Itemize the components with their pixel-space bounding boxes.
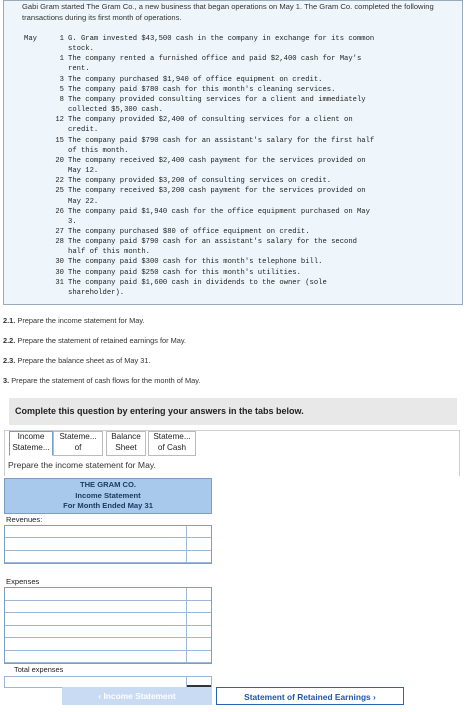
transaction-item [24,75,464,85]
instruction-bar: Complete this question by entering your answers in the tabs below. [9,398,457,425]
transaction-month [24,278,52,298]
expense-row [5,651,211,664]
transaction-text: G. Gram invested $43,500 cash in the company in exchange for its common stock. [68,35,375,54]
chevron-left-icon: ‹ [98,691,102,701]
transaction-item [24,176,464,186]
next-tab-button[interactable]: Statement of Retained Earnings › [216,687,404,705]
prev-tab-button[interactable]: ‹ Income Statement [62,687,212,705]
transaction-text: The company provided consulting services for a client and immediately collected $5,300 cash. [68,95,366,115]
transaction-text: The company paid $790 cash for an assistant's salary for the second half of this month. [68,238,357,257]
expense-row [5,588,211,601]
transaction-month [24,227,52,237]
amount-input[interactable] [187,538,211,550]
transaction-month [24,237,52,257]
tab-balance-sheet[interactable]: Balance Sheet [106,431,146,456]
total-amount-input[interactable] [187,677,211,687]
transaction-item [24,237,464,257]
company-name: THE GRAM CO. [79,480,137,489]
account-name-input[interactable] [5,526,187,538]
transaction-month: May [24,35,37,43]
statement-header [4,478,212,514]
transaction-month [24,268,52,278]
expense-row [5,626,211,639]
transaction-month [24,156,52,176]
transaction-month [24,186,52,206]
transaction-item [24,136,464,156]
account-name-input[interactable] [5,538,187,550]
transaction-item [24,186,464,206]
requirement-2-3: 2.3. Prepare the balance sheet as of May 31. [3,356,151,365]
transaction-item [24,268,464,278]
transaction-month [24,95,52,115]
account-name-input[interactable] [5,551,187,563]
income-statement-form [4,478,212,688]
expense-row [5,601,211,614]
spacer [4,564,212,576]
transaction-month [24,75,52,85]
problem-box [3,0,463,305]
transaction-month [24,54,52,74]
transaction-item [24,227,464,237]
expense-row [5,638,211,651]
tab-prompt: Prepare the income statement for May. [8,460,156,470]
transaction-month [24,136,52,156]
transaction-day: 5 [59,85,64,94]
amount-input[interactable] [187,588,211,600]
amount-input[interactable] [187,613,211,625]
transaction-text: The company paid $1,940 cash for the office equipment purchased on May 3. [68,207,370,226]
account-name-input[interactable] [5,613,187,625]
transaction-day: 26 [55,207,64,216]
expenses-label: Expenses [6,577,40,586]
transaction-text: The company provided $3,200 of consulting services on credit. [68,177,332,186]
amount-input[interactable] [187,651,211,663]
transaction-text: The company rented a furnished office and paid $2,400 cash for May's rent. [68,55,362,74]
transaction-day: 1 [59,35,64,43]
transaction-month [24,176,52,186]
expense-row [5,613,211,626]
requirement-3: 3. Prepare the statement of cash flows for the month of May. [3,376,201,385]
transaction-text: The company received $3,200 cash payment for the services provided on May 22. [68,187,366,206]
transaction-text: The company received $2,400 cash payment for the services provided on May 12. [68,156,366,176]
transaction-text: The company paid $300 cash for this month's telephone bill. [68,258,323,267]
statement-title: Income Statement [75,490,141,500]
transaction-day: 12 [55,116,64,125]
amount-input[interactable] [187,551,211,563]
tab-income-statement[interactable]: Income Stateme... [9,431,53,456]
account-name-input[interactable] [5,626,187,638]
transaction-day: 22 [55,177,64,186]
transaction-text: The company provided $2,400 of consulting services for a client on credit. [68,116,353,135]
revenues-label: Revenues: [6,514,43,524]
revenue-row [5,538,211,551]
transaction-month [24,115,52,135]
transaction-day: 15 [55,136,64,145]
transaction-text: The company purchased $80 of office equipment on credit. [68,227,310,236]
account-name-input[interactable] [5,651,187,663]
tab-statement-of-retained-earnings[interactable]: Stateme... of [53,431,103,456]
account-name-input[interactable] [5,638,187,650]
amount-input[interactable] [187,601,211,613]
transaction-day: 1 [59,55,64,64]
transaction-day: 25 [55,187,64,196]
transaction-text: The company purchased $1,940 of office equipment on credit. [68,75,323,84]
requirement-2-1: 2.1. Prepare the income statement for May. [3,316,145,325]
transaction-item [24,257,464,267]
transaction-item [24,34,464,54]
amount-input[interactable] [187,526,211,538]
transaction-day: 30 [55,258,64,267]
statement-period: For Month Ended May 31 [63,501,153,510]
transaction-item [24,85,464,95]
transaction-text: The company paid $1,600 cash in dividends to the owner (sole shareholder). [68,278,327,297]
transaction-day: 31 [55,278,64,287]
amount-input[interactable] [187,626,211,638]
total-label-input[interactable] [5,677,187,687]
revenue-row [5,526,211,539]
transaction-month [24,85,52,95]
revenue-rows [4,525,212,565]
transaction-item [24,278,464,298]
transaction-day: 28 [55,238,64,247]
transaction-day: 8 [59,95,64,104]
transaction-item [24,115,464,135]
transaction-month [24,257,52,267]
chevron-right-icon: › [373,692,376,702]
transaction-item [24,95,464,115]
transaction-day: 3 [59,75,64,84]
account-name-input[interactable] [5,588,187,600]
account-name-input[interactable] [5,601,187,613]
transaction-item [24,156,464,176]
transaction-day: 30 [55,268,64,277]
total-expenses-label: Total expenses [14,665,64,674]
transaction-text: The company paid $780 cash for this month's cleaning services. [68,85,336,94]
transaction-month [24,207,52,227]
requirement-2-2: 2.2. Prepare the statement of retained earnings for May. [3,336,187,345]
transaction-day: 27 [55,227,64,236]
transaction-text: The company paid $250 cash for this month's utilities. [68,268,301,277]
amount-input[interactable] [187,638,211,650]
transaction-list [24,34,464,298]
transaction-item [24,207,464,227]
problem-intro: Gabi Gram started The Gram Co., a new business that began operations on May 1. The Gram Co. completed the following transactions during its first month of operations. [22,2,434,22]
expense-rows [4,587,212,664]
transaction-text: The company paid $790 cash for an assistant's salary for the first half of this month. [68,136,375,155]
tab-statement-of-cash-flows[interactable]: Stateme... of Cash [148,431,196,456]
transaction-item [24,54,464,74]
transaction-day: 20 [55,156,64,165]
revenue-row [5,551,211,564]
